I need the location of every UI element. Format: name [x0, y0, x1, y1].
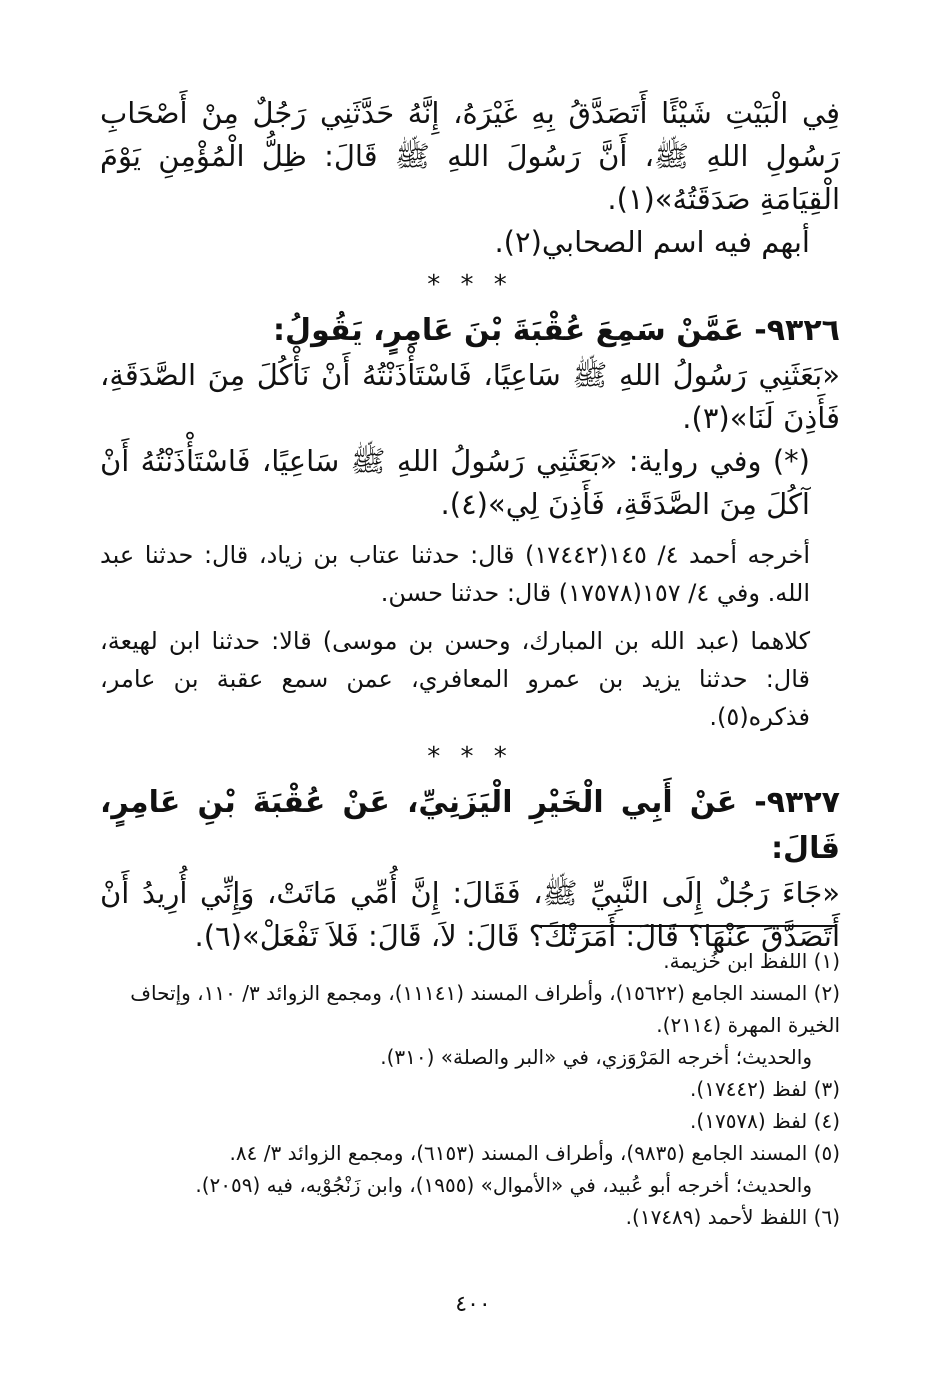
- takhrij-9326: أخرجه أحمد ٤/ ١٤٥(١٧٤٤٢) قال: حدثنا عتاب بن زياد، قال: حدثنا عبد الله. وفي ٤/ ١٥٧(١٧٥٧٨) قال: حدثنا حسن.: [100, 541, 811, 607]
- hadith-text-9327: «جَاءَ رَجُلٌ إِلَى النَّبِيِّ ﷺ، فَقَالَ: إِنَّ أُمِّي مَاتَتْ، وَإِنِّي أُرِيدُ أَنْ أَتَصَدَّقَ عَنْهَا؟ قَالَ: أَمَرَتْكَ؟ قَالَ: لاَ، قَالَ: فَلاَ تَفْعَلْ»(٦).: [100, 876, 840, 953]
- footnote-5: (٥) المسند الجامع (٩٨٣٥)، وأطراف المسند (٦١٥٣)، ومجمع الزوائد ٣/ ٨٤.: [229, 1141, 840, 1165]
- paragraph-continuation: فِي الْبَيْتِ شَيْئًا أَتَصَدَّقُ بِهِ غَيْرَهُ، إِنَّهُ حَدَّثَنِي رَجُلٌ مِنْ أَصْحَابِ رَسُولِ اللهِ ﷺ، أَنَّ رَسُولَ اللهِ ﷺ قَالَ: ظِلُّ الْمُؤْمِنِ يَوْمَ الْقِيَامَةِ صَدَقَتُهُ»(١).: [100, 96, 840, 216]
- footnote-1: (١) اللفظ ابن خُزيمة.: [663, 949, 840, 973]
- hadith-variant-9326: (*) وفي رواية: «بَعَثَنِي رَسُولُ اللهِ ﷺ سَاعِيًا، فَاسْتَأْذَنْتُهُ أَنْ آكُلَ مِنَ الصَّدَقَةِ، فَأَذِنَ لِي»(٤).: [100, 444, 810, 521]
- footnote-2: (٢) المسند الجامع (١٥٦٢٢)، وأطراف المسند (١١١٤١)، ومجمع الزوائد ٣/ ١١٠، وإتحاف الخيرة المهرة (٢١١٤).: [130, 981, 840, 1037]
- footnotes: [100, 945, 840, 1233]
- paragraph-note-companion: أبهم فيه اسم الصحابي(٢).: [494, 225, 810, 259]
- page-number: ٤٠٠: [455, 1292, 491, 1317]
- footnote-5-cont: والحديث؛ أخرجه أبو عُبيد، في «الأموال» (١٩٥٥)، وابن زَنْجُوْيه، فيه (٢٠٥٩).: [195, 1173, 812, 1197]
- footnote-divider: [537, 925, 837, 927]
- footnote-2-cont: والحديث؛ أخرجه المَرْوَزي، في «البر والصلة» (٣١٠).: [380, 1045, 812, 1069]
- hadith-text-9326: «بَعَثَنِي رَسُولُ اللهِ ﷺ سَاعِيًا، فَاسْتَأْذَنْتُهُ أَنْ نَأْكُلَ مِنَ الصَّدَقَةِ، فَأَذِنَ لَنَا»(٣).: [100, 358, 840, 435]
- section-separator: * * *: [427, 270, 513, 300]
- footnote-3: (٣) لفظ (١٧٤٤٢).: [690, 1077, 840, 1101]
- isnad-9326: كلاهما (عبد الله بن المبارك، وحسن بن موسى) قالا: حدثنا ابن لهيعة، قال: حدثنا يزيد بن عمرو المعافري، عمن سمع عقبة بن عامر، فذكره(٥).: [100, 627, 810, 731]
- footnote-4: (٤) لفظ (١٧٥٧٨).: [690, 1109, 840, 1133]
- section-separator: * * *: [427, 742, 513, 772]
- footnote-6: (٦) اللفظ لأحمد (١٧٤٨٩).: [625, 1205, 840, 1229]
- main-text: [100, 92, 840, 958]
- hadith-heading-9327: ٩٣٢٧- عَنْ أَبِي الْخَيْرِ الْيَزَنِيِّ، عَنْ عُقْبَةَ بْنِ عَامِرٍ، قَالَ:: [100, 785, 840, 866]
- hadith-heading-9326: ٩٣٢٦- عَمَّنْ سَمِعَ عُقْبَةَ بْنَ عَامِرٍ، يَقُولُ:: [273, 313, 840, 348]
